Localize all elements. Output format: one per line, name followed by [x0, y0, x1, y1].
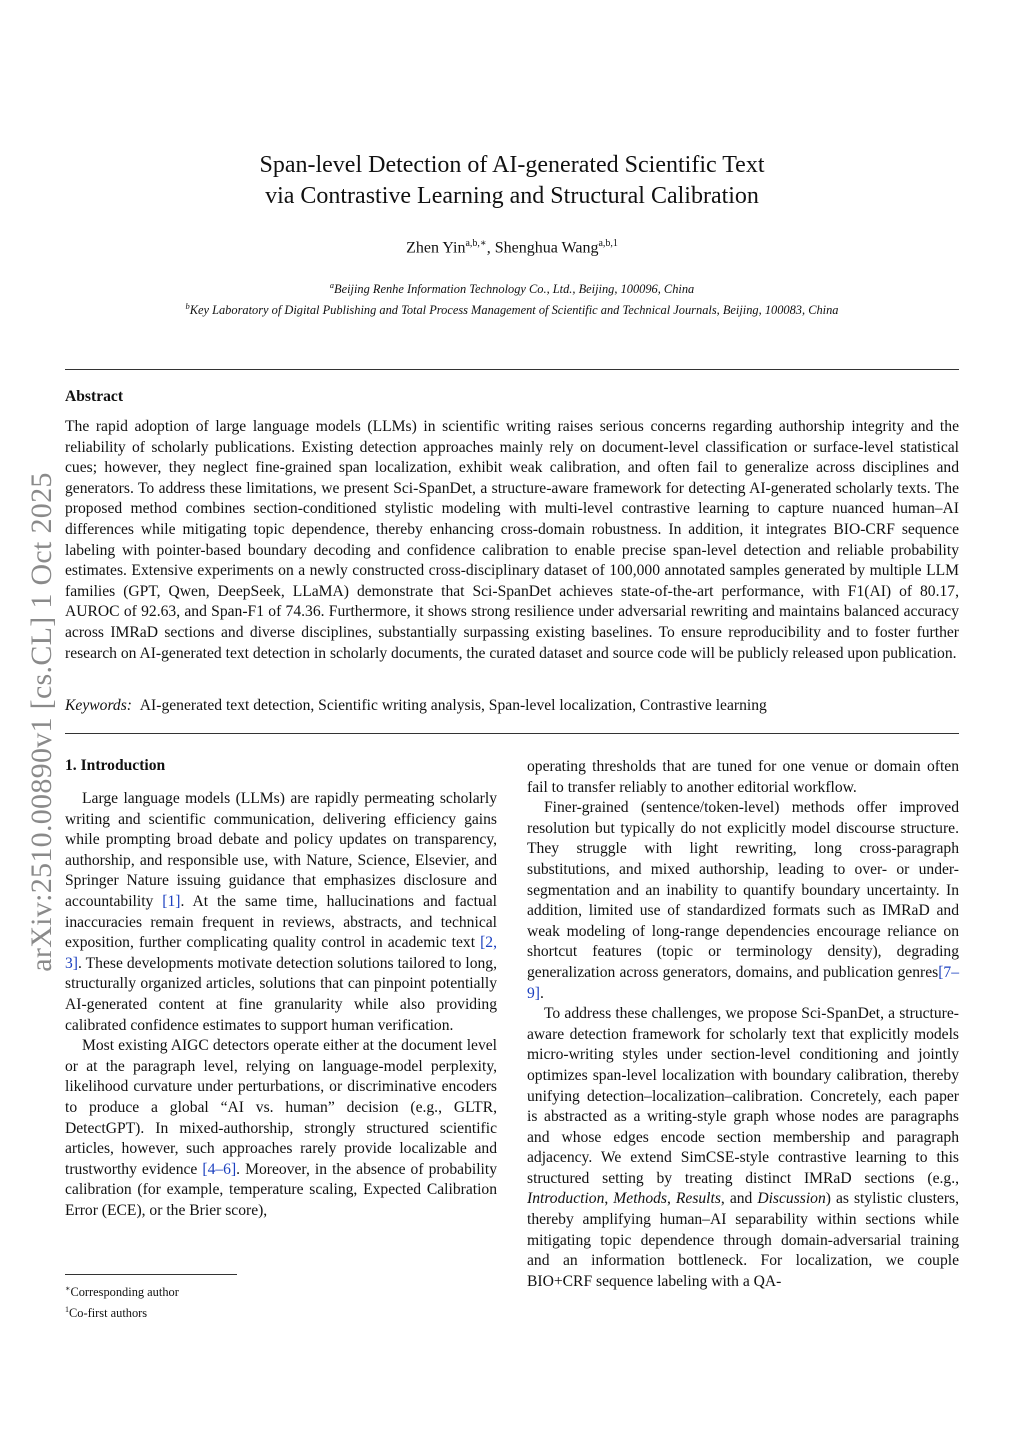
- keywords-label: Keywords:: [65, 697, 132, 714]
- left-column: [65, 757, 497, 1221]
- author-name: Shenghua Wang: [494, 239, 599, 257]
- affiliation: [0, 298, 1024, 319]
- paper-title: [0, 150, 1024, 212]
- paragraph: To address these challenges, we propose Sci-SpanDet, a structure-aware detection framework for scholarly text that explicitly models micro-writing styles under section-level conditioning and jointly optimizes span-level localization with boundary calibration, thereby unifying detection–localization–calibration. Concretely, each paper is abstracted as a writing-style graph whose nodes are paragraphs and whose edges encode section membership and paragraph adjacency. We extend SimCSE-style contrastive learning to this structured setting by treating distinct IMRaD sections (e.g., Introduction, Methods, Results, and Discussion) as stylistic clusters, thereby amplifying human–AI separability within sections while mitigating topic dependence through domain-adversarial training and an information bottleneck. For localization, we couple BIO+CRF sequence labeling with a QA-: [527, 1005, 959, 1290]
- abstract-paragraph: The rapid adoption of large language models (LLMs) in scientific writing raises serious concerns regarding authorship integrity and the reliability of scholarly publications. Existing detection approaches mainly rely on document-level classification or surface-level statistical cues; however, they neglect fine-grained span localization, exhibit weak calibration, and often fail to generalize across disciplines and generators. To address these limitations, we present Sci-SpanDet, a structure-aware framework for detecting AI-generated scholarly texts. The proposed method combines section-conditioned stylistic modeling with multi-level contrastive learning to capture nuanced human–AI differences while mitigating topic dependence, thereby enhancing cross-domain robustness. In addition, it integrates BIO-CRF sequence labeling with pointer-based boundary decoding and confidence calibration to enable precise span-level detection and reliable probability estimates. Extensive experiments on a newly constructed cross-disciplinary dataset of 100,000 annotated samples generated by multiple LLM families (GPT, Qwen, DeepSeek, LLaMA) demonstrate that Sci-SpanDet achieves state-of-the-art performance, with F1(AI) of 80.17, AUROC of 92.63, and Span-F1 of 74.36. Furthermore, it shows strong resilience under adversarial rewriting and maintains balanced accuracy across IMRaD sections and diverse disciplines, substantially surpassing existing baselines. To ensure reproducibility and to foster further research on AI-generated text detection in scholarly documents, the curated dataset and source code will be publicly released upon publication.: [65, 418, 959, 662]
- right-column: [527, 757, 959, 1292]
- abstract-heading: Abstract: [65, 388, 124, 405]
- affiliations: [0, 277, 1024, 318]
- citation-link[interactable]: [4–6]: [202, 1160, 237, 1178]
- abstract-text: [65, 417, 959, 664]
- affiliation: [0, 277, 1024, 298]
- citation-link[interactable]: [2, 3]: [65, 934, 497, 972]
- section-heading-introduction: 1. Introduction: [65, 757, 166, 774]
- footnote-rule: [65, 1274, 237, 1275]
- divider: [65, 369, 959, 370]
- citation-link[interactable]: [1]: [162, 892, 181, 910]
- divider: [65, 733, 959, 734]
- paragraph: Finer-grained (sentence/token-level) methods offer improved resolution but typically do not explicitly model discourse structure. They struggle with light rewriting, long cross-paragraph substitutions, and mixed authorship, leading to over- or under-segmentation and an inability to quantify boundary uncertainty. In addition, limited use of standardized formats such as IMRaD and weak modeling of long-range dependencies encourage reliance on shortcut features (topic or terminology density), degrading generalization across generators, domains, and publication genres[7–9].: [527, 799, 959, 1002]
- paragraph-continued: operating thresholds that are tuned for one venue or domain often fail to transfer reliably to another editorial workflow.: [527, 758, 959, 796]
- title-line-2: via Contrastive Learning and Structural Calibration: [265, 183, 759, 209]
- title-line-1: Span-level Detection of AI-generated Scientific Text: [259, 152, 765, 178]
- footnote: ∗Corresponding author: [65, 1284, 179, 1300]
- affiliation-text: Beijing Renhe Information Technology Co., Ltd., Beijing, 100096, China: [334, 282, 695, 297]
- author-list: Zhen Yin$^{a,b,∗}$, Shenghua Wang$^{a,b,1}$: [406, 238, 618, 257]
- paragraph: Most existing AIGC detectors operate either at the document level or at the paragraph level, relying on language-model perplexity, likelihood curvature under perturbations, or discriminative encoders to produce a global “AI vs. human” decision (e.g., GLTR, DetectGPT). In mixed-authorship, strongly structured scientific articles, however, such approaches rarely provide localizable and trustworthy evidence [4–6]. Moreover, in the absence of probability calibration (for example, temperature scaling, Expected Calibration Error (ECE), or the Brier score),: [65, 1037, 497, 1219]
- footnotes: [65, 1280, 179, 1322]
- author-affil-mark: a,b,∗: [465, 238, 487, 249]
- keywords-text: AI-generated text detection, Scientific writing analysis, Span-level localization, Contrastive learning: [139, 697, 767, 714]
- footnote: $^1$Co-first authors: [65, 1305, 148, 1321]
- keywords: [65, 696, 959, 717]
- citation-link[interactable]: [7–9]: [527, 963, 959, 1002]
- author-affil-mark: a,b,1: [598, 238, 618, 249]
- affiliation-mark: b: [185, 300, 190, 311]
- author-name: Zhen Yin: [406, 239, 466, 257]
- affiliation-text: Key Laboratory of Digital Publishing and Total Process Management of Scientific and Technical Journals, Beijing, 100083, China: [189, 302, 839, 317]
- paragraph: Large language models (LLMs) are rapidly permeating scholarly writing and scientific communication, delivering efficiency gains while prompting broad debate and policy updates on transparency, authorship, and responsible use, with Nature, Science, Elsevier, and Springer Nature issuing guidance that emphasizes disclosure and accountability [1]. At the same time, hallucinations and factual inaccuracies remain frequent in reviews, abstracts, and technical exposition, further complicating quality control in academic text [2, 3]. These developments motivate detection solutions tailored to long, structurally organized articles, solutions that can pinpoint potentially AI-generated content at fine granularity while also providing calibrated confidence estimates to support human verification.: [65, 790, 497, 1034]
- arxiv-identifier: arXiv:2510.00890v1 [cs.CL] 1 Oct 2025: [25, 472, 58, 972]
- affiliation-mark: a: [329, 280, 334, 290]
